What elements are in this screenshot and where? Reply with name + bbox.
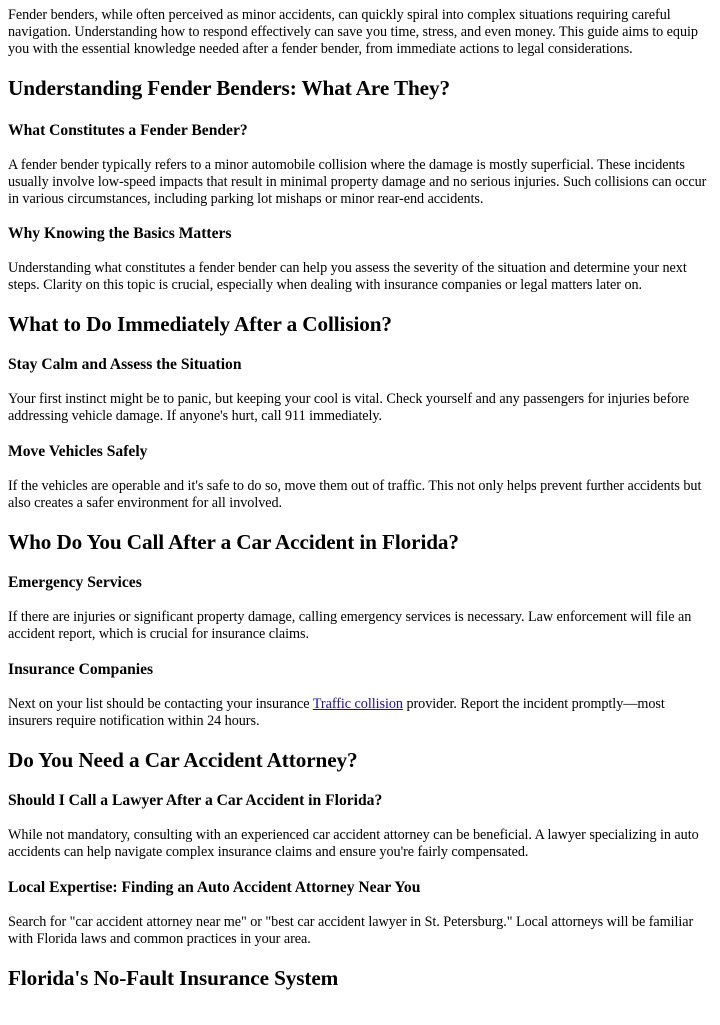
- subsection-heading: Insurance Companies: [8, 661, 154, 678]
- body-paragraph-with-link: [8, 696, 712, 730]
- body-paragraph: Your first instinct might be to panic, but keeping your cool is vital. Check yourself and any passengers for injuries before addressing vehicle damage. If anyone's hurt, call 911 immediately.: [8, 391, 690, 424]
- section-heading: Do You Need a Car Accident Attorney?: [8, 748, 358, 772]
- body-paragraph: While not mandatory, consulting with an experienced car accident attorney can be beneficial. A lawyer specializing in auto accidents can help navigate complex insurance claims and ensure you're fairly compensated.: [8, 827, 699, 860]
- subsection-heading: Why Knowing the Basics Matters: [8, 225, 232, 242]
- subsection-heading: What Constitutes a Fender Bender?: [8, 122, 248, 139]
- paragraph-text-before-link: Next on your list should be contacting your insurance: [8, 696, 313, 712]
- body-paragraph: If there are injuries or significant property damage, calling emergency services is necessary. Law enforcement will file an accident report, which is crucial for insurance claims.: [8, 609, 692, 642]
- section-heading: Who Do You Call After a Car Accident in Florida?: [8, 530, 459, 554]
- body-paragraph: Understanding what constitutes a fender bender can help you assess the severity of the situation and determine your next steps. Clarity on this topic is crucial, especially when dealing with insurance companies or legal matters later on.: [8, 260, 687, 293]
- subsection-heading: Local Expertise: Finding an Auto Accident Attorney Near You: [8, 879, 421, 896]
- subsection-heading: Emergency Services: [8, 574, 142, 591]
- paragraph-text-after-link: provider. Report the incident promptly—most insurers require notification within 24 hours.: [8, 696, 665, 729]
- intro-paragraph: Fender benders, while often perceived as minor accidents, can quickly spiral into complex situations requiring careful navigation. Understanding how to respond effectively can save you time, stress, and even money. This guide aims to equip you with the essential knowledge needed after a fender bender, from immediate actions to legal considerations.: [8, 7, 698, 57]
- body-paragraph: Search for "car accident attorney near me" or "best car accident lawyer in St. Petersburg." Local attorneys will be familiar with Florida laws and common practices in your area.: [8, 914, 694, 947]
- body-paragraph: A fender bender typically refers to a minor automobile collision where the damage is mostly superficial. These incidents usually involve low-speed impacts that result in minimal property damage and no serious injuries. Such collisions can occur in various circumstances, including parking lot mishaps or minor rear-end accidents.: [8, 157, 707, 207]
- body-paragraph: If the vehicles are operable and it's safe to do so, move them out of traffic. This not only helps prevent further accidents but also creates a safer environment for all involved.: [8, 478, 702, 511]
- subsection-heading: Move Vehicles Safely: [8, 443, 148, 460]
- section-heading: Understanding Fender Benders: What Are They?: [8, 76, 450, 100]
- subsection-heading: Stay Calm and Assess the Situation: [8, 356, 242, 373]
- section-heading: Florida's No-Fault Insurance System: [8, 966, 339, 990]
- article: [0, 7, 720, 991]
- subsection-heading: Should I Call a Lawyer After a Car Accident in Florida?: [8, 792, 383, 809]
- section-heading: What to Do Immediately After a Collision?: [8, 312, 392, 336]
- traffic-collision-link[interactable]: Traffic collision: [312, 696, 403, 712]
